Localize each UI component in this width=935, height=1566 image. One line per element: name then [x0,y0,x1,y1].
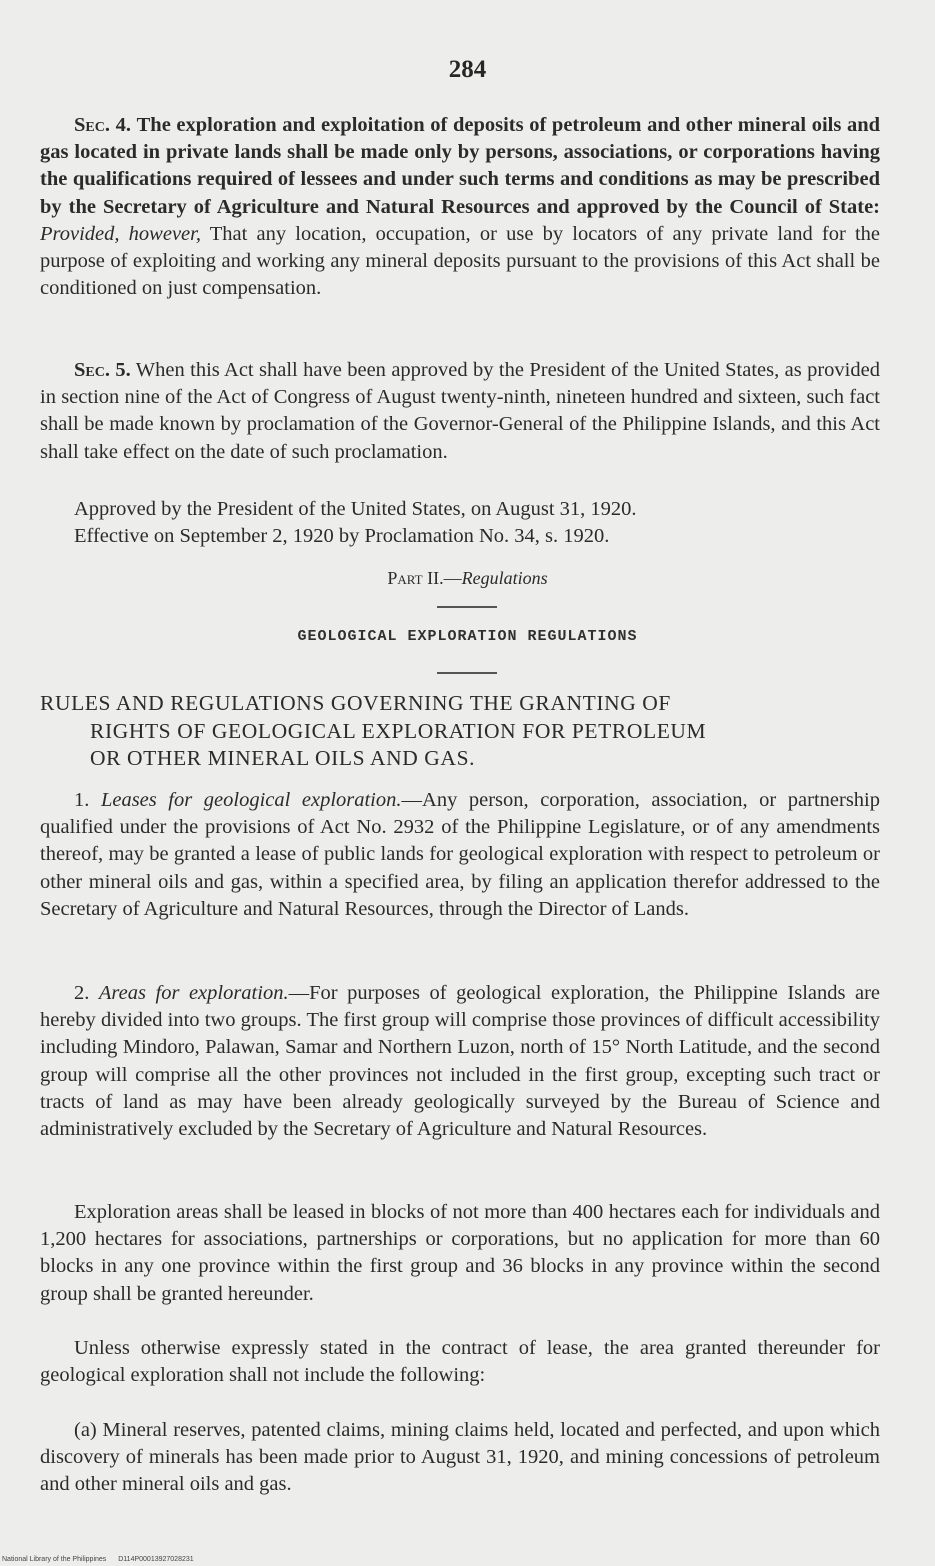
sec5-paragraph [40,357,880,466]
sec4-paragraph [40,112,880,302]
approved-line: Approved by the President of the United States, on August 31, 1920. [74,498,637,520]
rule-2-dash: — [288,982,310,1004]
sec4-text-1: The exploration and exploitation of deposits of petroleum and other mineral oils and gas located in private lands shall be made only by persons, associations, or corporations having the qualifications required of lessees and under such terms and conditions as may be prescribed by the Secretary of Agriculture and Natural Resources and approved by the Council of State: [40,114,880,218]
part-title: Regulations [461,568,548,588]
unless-paragraph [40,1335,880,1389]
rule-2-paragraph [40,980,880,1143]
item-a-label: (a) [74,1419,97,1441]
divider-top [437,606,497,608]
footer-id: D114P00013927028231 [118,1556,194,1563]
page-number: 284 [448,56,487,83]
rules-heading-line-3: OR OTHER MINERAL OILS AND GAS. [90,746,476,770]
section-title: GEOLOGICAL EXPLORATION REGULATIONS [297,628,638,645]
item-a-paragraph [40,1417,880,1499]
rule-1-title: Leases for geological exploration. [100,789,402,811]
exploration-areas-paragraph [40,1199,880,1308]
sec4-label: Sec. 4. [74,114,131,136]
approval-notes [40,496,880,550]
rules-heading-line-2: RIGHTS OF GEOLOGICAL EXPLORATION FOR PETROLEUM [90,718,707,743]
rule-1-paragraph [40,787,880,923]
exploration-areas-text: Exploration areas shall be leased in blocks of not more than 400 hectares each for individuals and 1,200 hectares for associations, partnerships or corporations, but no application for more than 60 blocks in any one province within the first group and 36 blocks in any province within the second group shall be granted hereunder. [40,1201,880,1305]
rule-1-number: 1. [74,789,90,811]
rule-2-text: For purposes of geological exploration, the Philippine Islands are hereby divided into two groups. The first group will comprise those provinces of difficult accessibility including Mindoro, Palawan, Samar and Northern Luzon, north of 15° North Latitude, and the second group will comprise all the other provinces not included in the first group, excepting such tract or tracts of land as may have been already geologically surveyed by the Bureau of Science and administratively excluded by the Secretary of Agriculture and Natural Resources. [40,982,881,1141]
rules-heading-line-1: RULES AND REGULATIONS GOVERNING THE GRANTING OF [40,691,671,715]
effective-line: Effective on September 2, 1920 by Proclamation No. 34, s. 1920. [74,525,610,548]
footer-library: National Library of the Philippines [2,1556,107,1563]
divider-bottom [437,672,497,674]
rules-heading [40,690,900,773]
part-dash: — [443,568,462,588]
part-prefix: Part II. [387,568,444,588]
scan-footer [2,1556,204,1563]
item-a-text: Mineral reserves, patented claims, mining claims held, located and perfected, and upon which discovery of minerals has been made prior to August 31, 1920, and mining concessions of petroleum and other mineral oils and gas. [40,1419,880,1496]
sec4-proviso: Provided, however, [40,222,201,245]
sec5-label: Sec. 5. [74,359,131,381]
rule-2-title: Areas for exploration. [98,982,289,1004]
rule-2-number: 2. [74,982,90,1004]
rule-1-dash: — [401,789,423,811]
unless-text: Unless otherwise expressly stated in the contract of lease, the area granted thereunder for geological exploration shall not include the following: [40,1337,880,1387]
rule-1-text: Any person, corporation, association, or partnership qualified under the provisions of Act No. 2932 of the Philippine Legislature, or of any amendments thereof, may be granted a lease of public lands for geological exploration with respect to petroleum or other mineral oils and gas, within a specified area, by filing an application therefor addressed to the Secretary of Agriculture and Natural Resources, through the Director of Lands. [40,789,881,920]
sec4-text-2: That any location, occupation, or use by locators of any private land for the purpose of exploiting and working any mineral deposits pursuant to the provisions of this Act shall be conditioned on just compensation. [40,222,880,300]
sec5-text: When this Act shall have been approved by the President of the United States, as provided in section nine of the Act of Congress of August twenty-ninth, nineteen hundred and sixteen, such fact shall be made known by proclamation of the Governor-General of the Philippine Islands, and this Act shall take effect on the date of such proclamation. [40,359,880,463]
part-heading [0,568,935,589]
